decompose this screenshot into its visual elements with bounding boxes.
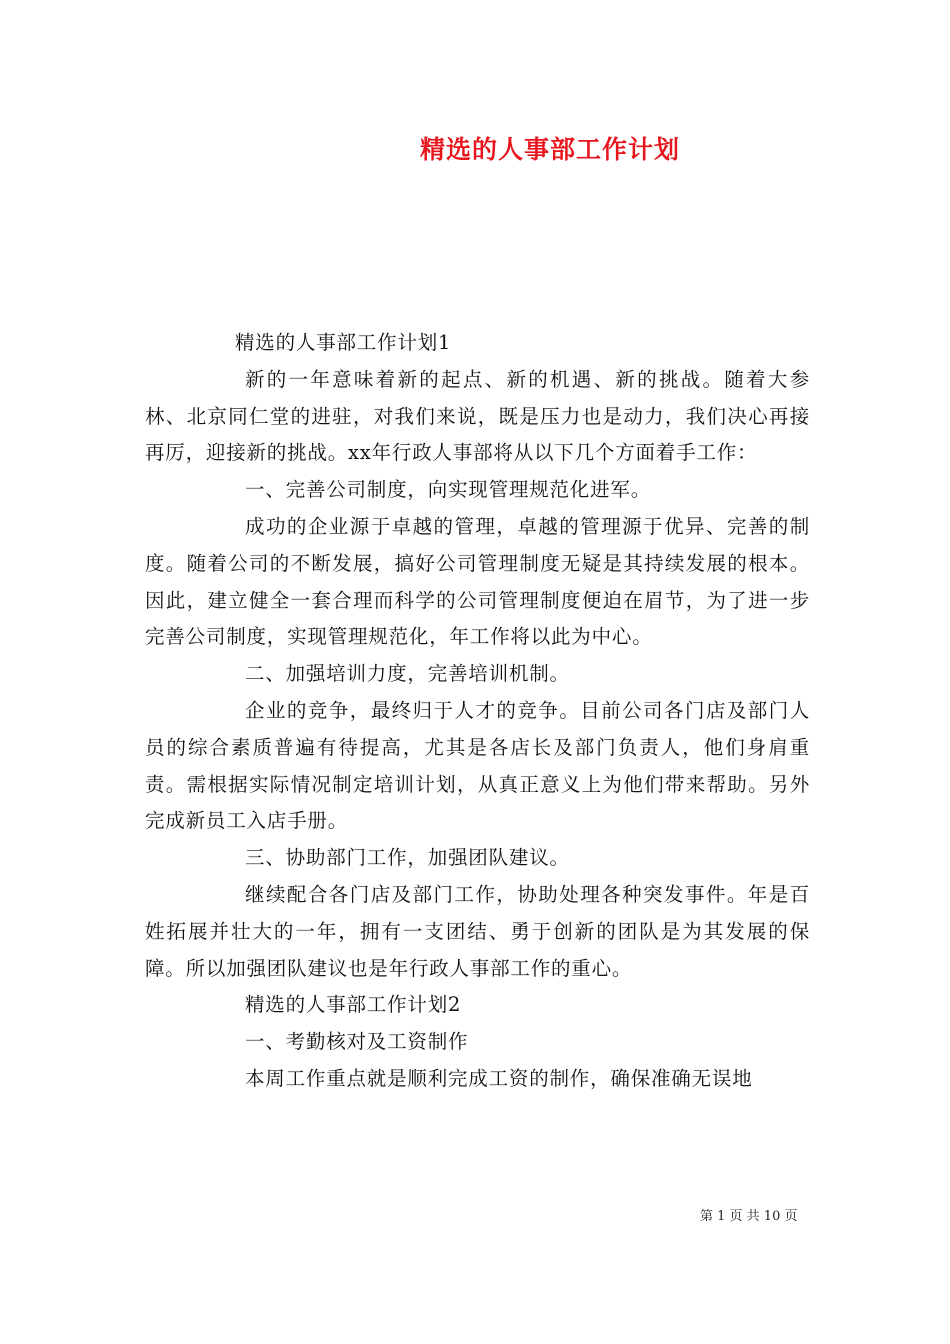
document-body xyxy=(145,325,810,1098)
paragraph-training: 企业的竞争，最终归于人才的竞争。目前公司各门店及部门人员的综合素质普遍有待提高，尤其是各店长及部门负责人，他们身肩重责。需根据实际情况制定培训计划，从真正意义上为他们带来帮助。另外完成新员工入店手册。 xyxy=(145,698,810,833)
document-title: 精选的人事部工作计划 xyxy=(419,135,680,164)
subheading-2: 二、加强培训力度，完善培训机制。 xyxy=(245,662,570,686)
subheading-attendance: 一、考勤核对及工资制作 xyxy=(245,1030,469,1054)
subheading-1: 一、完善公司制度，向实现管理规范化进军。 xyxy=(245,478,652,502)
paragraph-management: 成功的企业源于卓越的管理，卓越的管理源于优异、完善的制度。随着公司的不断发展，搞好公司管理制度无疑是其持续发展的根本。因此，建立健全一套合理而科学的公司管理制度便迫在眉节，为了进一步完善公司制度，实现管理规范化，年工作将以此为中心。 xyxy=(145,514,810,649)
subheading-3: 三、协助部门工作，加强团队建议。 xyxy=(245,846,570,870)
section-heading-1: 精选的人事部工作计划1 xyxy=(235,331,452,354)
section-heading-2: 精选的人事部工作计划2 xyxy=(245,993,462,1017)
paragraph-intro: 新的一年意味着新的起点、新的机遇、新的挑战。随着大参林、北京同仁堂的进驻，对我们来说，既是压力也是动力，我们决心再接再厉，迎接新的挑战。xx年行政人事部将从以下几个方面着手工作： xyxy=(145,367,810,465)
paragraph-payroll: 本周工作重点就是顺利完成工资的制作，确保准确无误地 xyxy=(245,1066,753,1090)
paragraph-teamwork: 继续配合各门店及部门工作，协助处理各种突发事件。年是百姓拓展并壮大的一年，拥有一支团结、勇于创新的团队是为其发展的保障。所以加强团队建议也是年行政人事部工作的重心。 xyxy=(145,882,810,980)
page-footer: 第 1 页 共 10 页 xyxy=(700,1209,798,1224)
